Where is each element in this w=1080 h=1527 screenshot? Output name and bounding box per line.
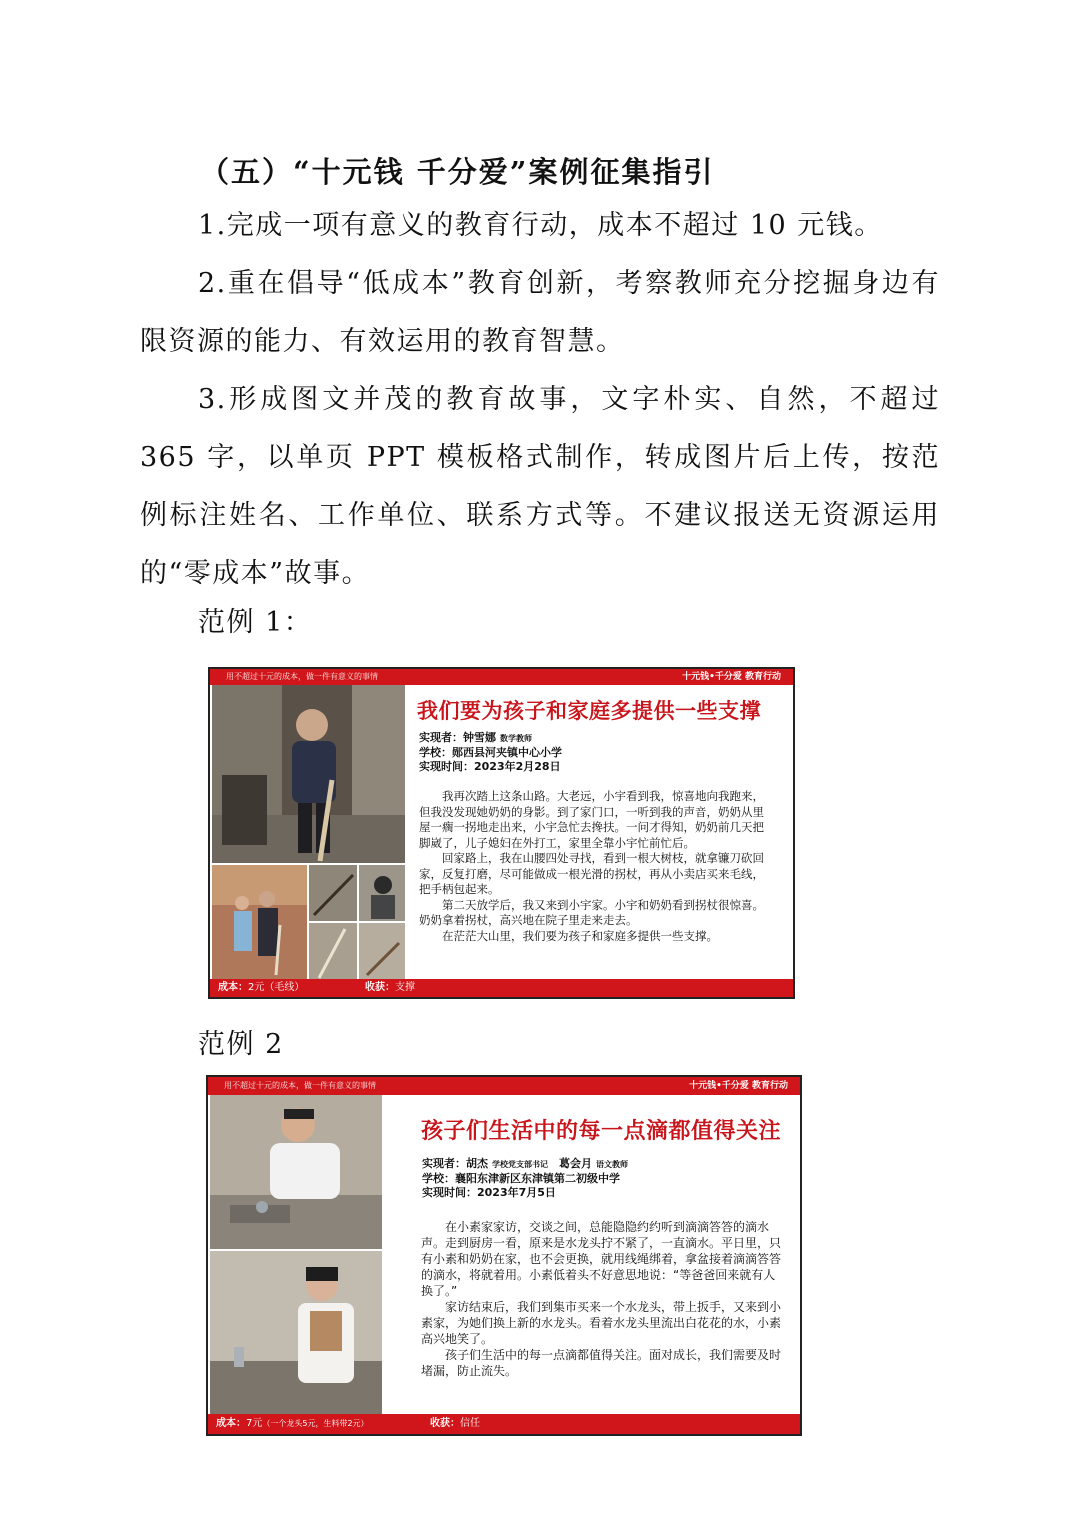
example-1-slide <box>208 667 795 999</box>
school-label: 学校： <box>419 746 452 759</box>
school-label: 学校： <box>422 1172 455 1185</box>
photo-teacher-faucet <box>210 1095 382 1249</box>
example-2-slide <box>206 1075 802 1436</box>
photo-girl-faucet <box>210 1251 382 1417</box>
slide-slogan: 用不超过十元的成本，做一件有意义的事情 <box>224 1081 376 1090</box>
slide-brand: 十元钱•千分爱 教育行动 <box>682 672 781 682</box>
school-name: 郧西县河夹镇中心小学 <box>452 746 562 759</box>
paragraph-2: 2.重在倡导“低成本”教育创新，考察教师充分挖掘身边有限资源的能力、有效运用的教育智慧。 <box>140 268 940 357</box>
body-paragraph: 在小素家家访，交谈之间，总能隐隐约约听到滴滴答答的滴水声。走到厨房一看，原来是水龙头拧不紧了，一直滴水。平日里，只有小素和奶奶在家，也不会更换，就用线绳绑着，拿盆接着滴滴答答的滴水，将就着用。小素低着头不好意思地说：“等爸爸回来就有人换了。” <box>421 1220 782 1298</box>
gain-value: 支撑 <box>395 982 415 993</box>
photo-collage-carving <box>359 865 405 921</box>
implementer-name: 胡杰 <box>466 1157 488 1170</box>
cost-label: 成本： <box>216 1418 246 1429</box>
photo-grandma-cane <box>212 685 405 863</box>
implementer2-role: 语文教师 <box>596 1160 628 1169</box>
implementer-label: 实现者： <box>422 1157 466 1170</box>
paragraph-1: 1.完成一项有意义的教育行动，成本不超过 10 元钱。 <box>198 210 883 241</box>
example-2-label: 范例 2 <box>198 1029 284 1060</box>
slide-top-bar <box>210 669 793 685</box>
slide-meta <box>419 731 562 774</box>
gain-label: 收获： <box>430 1418 460 1429</box>
body-paragraph: 家访结束后，我们到集市买来一个水龙头，带上扳手，又来到小素家，为她们换上新的水龙头。看着水龙头里流出白花花的水，小素高兴地笑了。 <box>421 1300 782 1346</box>
slide-top-bar <box>208 1077 800 1095</box>
cost-label: 成本： <box>218 982 248 993</box>
photo-collage-cane <box>359 923 405 981</box>
gain <box>430 1414 480 1434</box>
time-label: 实现时间： <box>422 1186 477 1199</box>
paragraph-3: 3.形成图文并茂的教育故事，文字朴实、自然，不超过 365 字，以单页 PPT 模板格式制作，转成图片后上传，按范例标注姓名、工作单位、联系方式等。不建议报送无资源运用的“零成本”故事。 <box>140 384 940 589</box>
gain <box>365 979 415 997</box>
body-paragraph: 孩子们生活中的每一点滴都值得关注。面对成长，我们需要及时堵漏，防止流失。 <box>421 1348 782 1378</box>
implementer-label: 实现者： <box>419 731 463 744</box>
implementer-role: 数学教师 <box>500 734 532 743</box>
slide-title: 我们要为孩子和家庭多提供一些支撑 <box>417 699 761 723</box>
time-value: 2023年2月28日 <box>474 760 561 773</box>
cost-value: 2元（毛线） <box>248 982 305 993</box>
body-paragraph: 第二天放学后，我又来到小宇家。小宇和奶奶看到拐杖很惊喜。奶奶拿着拐杖，高兴地在院子里走来走去。 <box>419 897 764 927</box>
implementer2-name: 葛会月 <box>559 1157 592 1170</box>
cost-note: （一个龙头5元，生料带2元） <box>262 1419 369 1428</box>
example-1-label: 范例 1： <box>198 607 313 638</box>
slide-brand: 十元钱•千分爱 教育行动 <box>689 1081 788 1091</box>
section-heading: （五）“十元钱 千分爱”案例征集指引 <box>200 155 715 189</box>
slide-meta <box>422 1157 628 1200</box>
gain-value: 信任 <box>460 1418 480 1429</box>
slide-title: 孩子们生活中的每一点滴都值得关注 <box>421 1119 782 1144</box>
cost <box>216 1414 369 1434</box>
time-value: 2023年7月5日 <box>477 1186 556 1199</box>
implementer-role: 学校党支部书记 <box>492 1160 548 1169</box>
time-label: 实现时间： <box>419 760 474 773</box>
body-paragraph: 我再次踏上这条山路。大老远，小宇看到我，惊喜地向我跑来，但我没发现她奶奶的身影。到了家门口，一听到我的声音，奶奶从里屋一瘸一拐地走出来，小宇急忙去搀扶。一问才得知，奶奶前几天把脚崴了，儿子媳妇在外打工，家里全靠小宇忙前忙后。 <box>419 789 764 850</box>
school-name: 襄阳东津新区东津镇第二初级中学 <box>455 1172 620 1185</box>
body-paragraph: 回家路上，我在山腰四处寻找，看到一根大树枝，就拿镰刀砍回家，反复打磨，尽可能做成一根光滑的拐杖，再从小卖店买来毛线，把手柄包起来。 <box>419 851 764 896</box>
photo-collage-visit <box>212 865 307 981</box>
slide-slogan: 用不超过十元的成本，做一件有意义的事情 <box>226 672 378 681</box>
cost-value: 7元 <box>246 1418 263 1429</box>
cost <box>218 979 304 997</box>
slide-bottom-bar <box>208 1414 800 1434</box>
body-paragraph: 在茫茫大山里，我们要为孩子和家庭多提供一些支撑。 <box>442 928 718 943</box>
slide-body <box>419 789 771 944</box>
gain-label: 收获： <box>365 982 395 993</box>
slide-body <box>421 1219 781 1379</box>
photo-collage-branch <box>309 865 357 921</box>
slide-bottom-bar <box>210 979 793 997</box>
implementer-name: 钟雪娜 <box>463 731 496 744</box>
photo-collage-yard <box>309 923 357 981</box>
